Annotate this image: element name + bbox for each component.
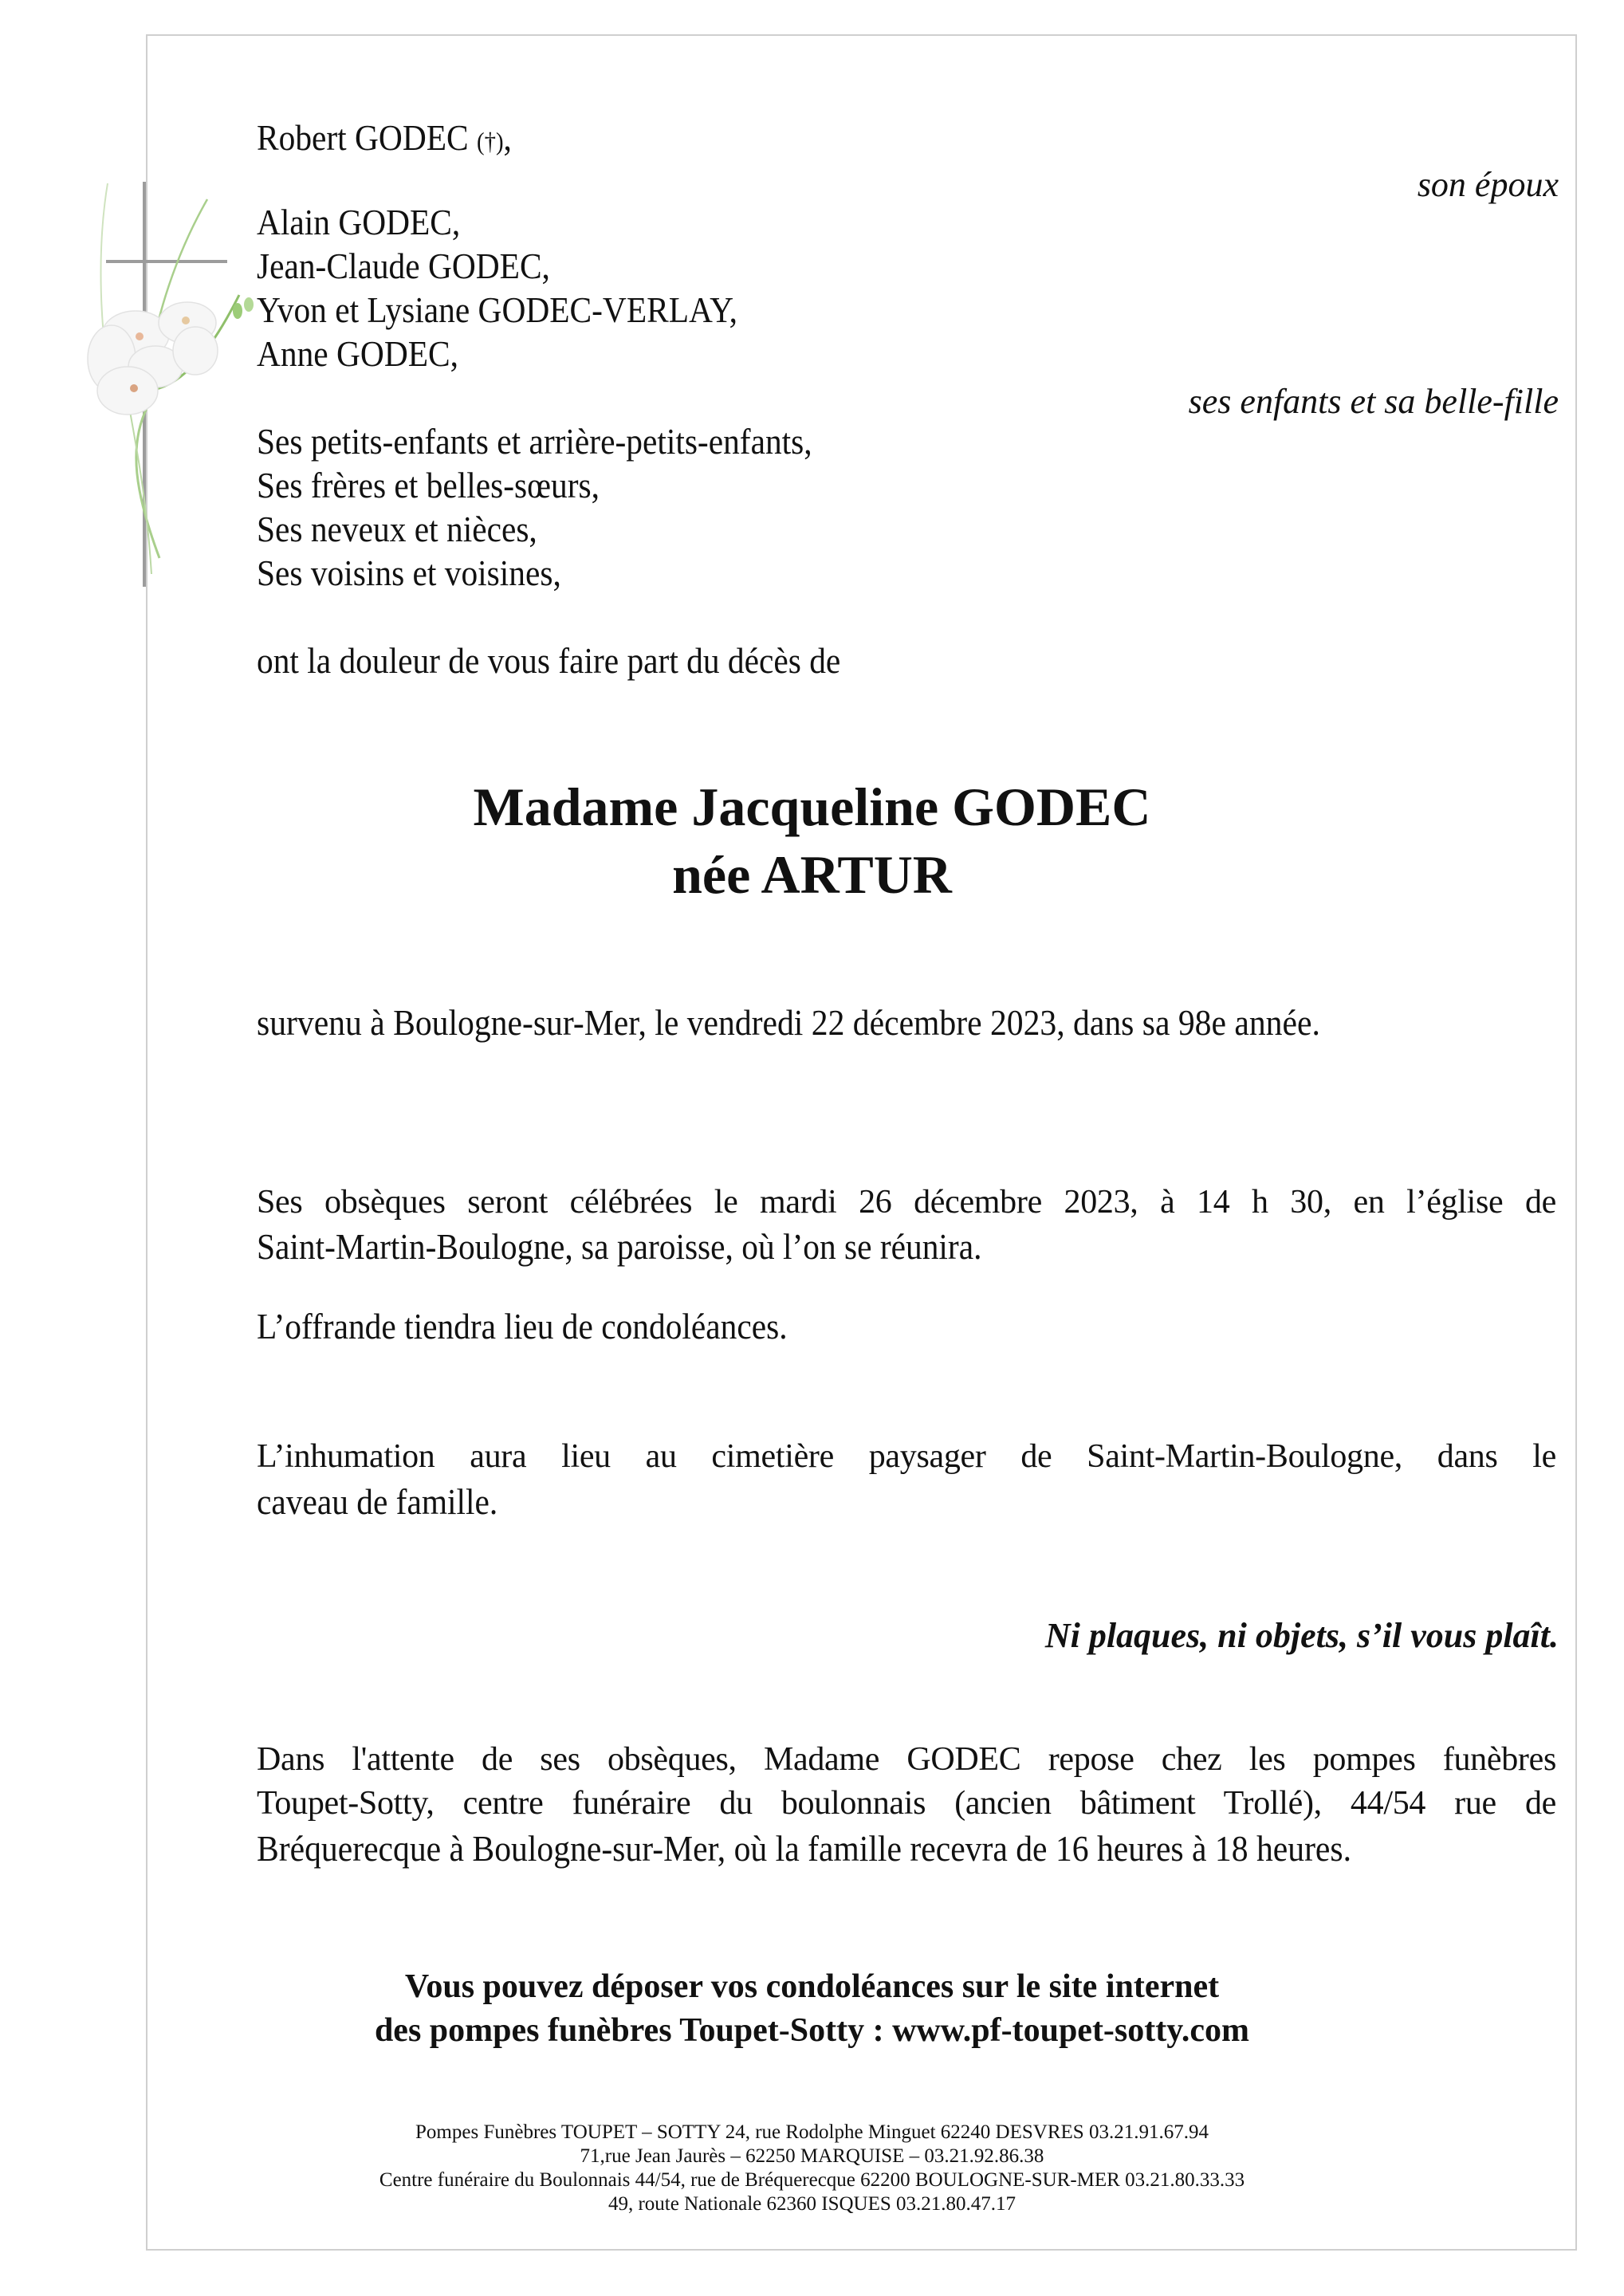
child-line: Yvon et Lysiane GODEC-VERLAY, (257, 289, 738, 330)
deceased-maiden-name: née ARTUR (672, 844, 952, 905)
burial-line: L’inhumation aura lieu au cimetière paysager de Saint-Martin-Boulogne, dans le (257, 1438, 1556, 1475)
footer-address: Pompes Funèbres TOUPET – SOTTY 24, rue Rodolphe Minguet 62240 DESVRES 03.21.91.67.94 (415, 2121, 1209, 2143)
spouse-relation: son époux (1417, 165, 1559, 204)
footer-address: 71,rue Jean Jaurès – 62250 MARQUISE – 03.21.92.86.38 (580, 2145, 1044, 2167)
children-relation: ses enfants et sa belle-fille (1188, 382, 1559, 421)
deceased-mark-icon: (†) (476, 127, 504, 155)
child-line: Anne GODEC, (257, 333, 458, 374)
spouse-line (257, 117, 512, 158)
relative-line: Ses neveux et nièces, (257, 509, 537, 549)
condolences-line: Vous pouvez déposer vos condoléances sur le site internet (404, 1968, 1220, 2005)
relative-line: Ses voisins et voisines, (257, 552, 561, 593)
relative-line: Ses frères et belles-sœurs, (257, 465, 600, 505)
spouse-suffix: , (503, 117, 512, 158)
death-notice: survenu à Boulogne-sur-Mer, le vendredi 22 décembre 2023, dans sa 98e année. (257, 1002, 1320, 1043)
announcement-text: ont la douleur de vous faire part du décès de (257, 640, 841, 681)
funeral-line: Saint-Martin-Boulogne, sa paroisse, où l’on se réunira. (257, 1226, 982, 1267)
spouse-name: Robert GODEC (257, 117, 469, 158)
child-line: Jean-Claude GODEC, (257, 246, 550, 286)
condolences-link[interactable]: des pompes funèbres Toupet-Sotty : www.pf-toupet-sotty.com (374, 2012, 1250, 2049)
viewing-line: Toupet-Sotty, centre funéraire du boulonnais (ancien bâtiment Trollé), 44/54 rue de (257, 1785, 1556, 1822)
funeral-line: Ses obsèques seront célébrées le mardi 26 décembre 2023, à 14 h 30, en l’église de (257, 1184, 1556, 1221)
footer-address: Centre funéraire du Boulonnais 44/54, rue de Bréquerecque 62200 BOULOGNE-SUR-MER 03.21.80.33.33 (379, 2169, 1245, 2191)
no-flowers-notice: Ni plaques, ni objets, s’il vous plaît. (1044, 1616, 1559, 1655)
orchid-icon (80, 159, 255, 606)
viewing-line: Dans l'attente de ses obsèques, Madame GODEC repose chez les pompes funèbres (257, 1741, 1556, 1778)
viewing-line: Bréquerecque à Boulogne-sur-Mer, où la famille recevra de 16 heures à 18 heures. (257, 1828, 1352, 1869)
offering-text: L’offrande tiendra lieu de condoléances. (257, 1306, 788, 1347)
footer-address: 49, route Nationale 62360 ISQUES 03.21.80.47.17 (608, 2193, 1016, 2215)
child-line: Alain GODEC, (257, 202, 461, 242)
burial-line: caveau de famille. (257, 1481, 498, 1522)
relative-line: Ses petits-enfants et arrière-petits-enfants, (257, 421, 812, 462)
deceased-name: Madame Jacqueline GODEC (473, 776, 1151, 837)
